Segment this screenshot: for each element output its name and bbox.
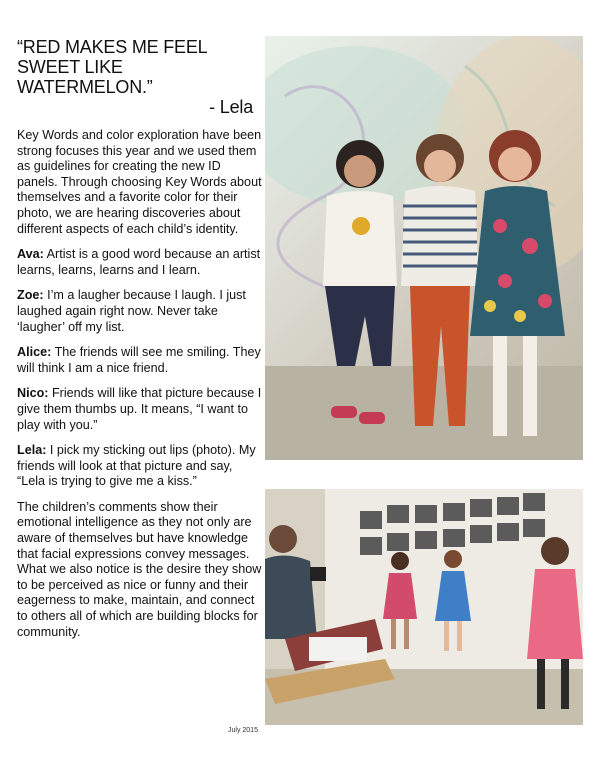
child-name: Ava: <box>17 247 44 262</box>
child-quote-nico <box>17 386 263 433</box>
child-text: I’m a laugher because I laugh. I just laughed again right now. Never take ‘laugher’ off my list. <box>17 288 246 334</box>
body-text <box>17 128 263 650</box>
child-text: The friends will see me smiling. They will think I am a nice friend. <box>17 345 261 375</box>
child-name: Lela: <box>17 443 47 458</box>
intro-paragraph: Key Words and color exploration have been strong focuses this year and we used them as guidelines for creating the new ID panels. Through choosing Key Words about themselves and a favorite color for their photo, we are hearing discoveries about different aspects of each child’s identity. <box>17 128 262 236</box>
child-name: Alice: <box>17 345 52 360</box>
photo-three-children-illustration <box>265 36 583 460</box>
photo-classroom-projector <box>265 489 583 725</box>
child-text: Artist is a good word because an artist learns, learns, learns and I learn. <box>17 247 261 277</box>
footer-date: July 2015 <box>228 727 258 734</box>
quote-line-1: “RED MAKES ME FEEL <box>17 37 208 57</box>
child-quote-ava <box>17 247 263 278</box>
quote-line-2: SWEET LIKE WATERMELON.” <box>17 57 153 97</box>
child-quote-alice <box>17 345 263 376</box>
quote-attribution: - Lela <box>209 97 253 117</box>
child-text: Friends will like that picture because I give them thumbs up. It means, “I want to play with you.” <box>17 386 262 432</box>
pull-quote <box>17 37 257 117</box>
child-quote-zoe <box>17 288 263 335</box>
photo-three-children <box>265 36 583 460</box>
child-text: I pick my sticking out lips (photo). My friends will look at that picture and say, “Lela is trying to give me a kiss.” <box>17 443 256 489</box>
closing-paragraph: The children’s comments show their emotional intelligence as they not only are aware of themselves but have knowledge that facial expressions convey messages. What we also notice is the desire they show to be perceived as nice or funny and their eagerness to make, maintain, and connect to others all of which are building blocks for community. <box>17 499 262 639</box>
child-name: Zoe: <box>17 288 44 303</box>
child-name: Nico: <box>17 386 49 401</box>
photo-classroom-illustration <box>265 489 583 725</box>
child-quote-lela <box>17 443 263 490</box>
